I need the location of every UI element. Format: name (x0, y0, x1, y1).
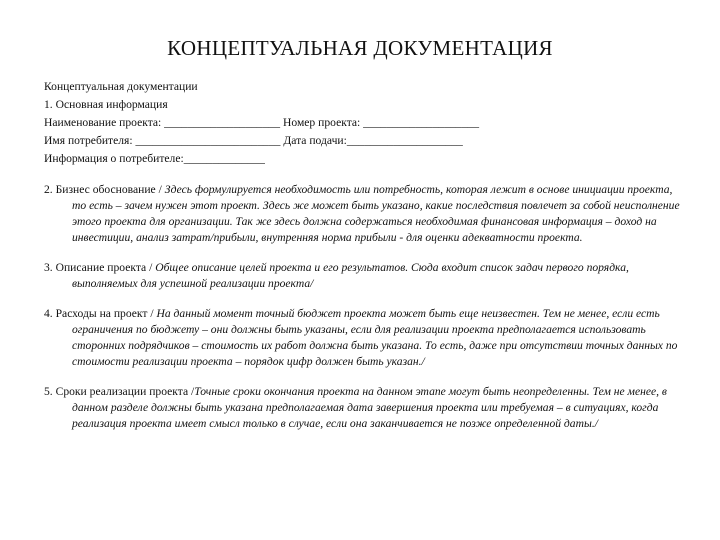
section-project-costs-text (44, 306, 684, 370)
section-project-description (44, 260, 684, 292)
page-title: КОНЦЕПТУАЛЬНАЯ ДОКУМЕНТАЦИЯ (167, 36, 553, 60)
section-business-case-text (44, 182, 684, 246)
doc-heading: Концептуальная документации (44, 80, 198, 93)
section-project-costs (44, 306, 684, 370)
document-body (44, 78, 684, 432)
section-project-timeline-text (44, 384, 684, 432)
section-project-timeline (44, 384, 684, 432)
section-project-timeline-heading: 5. Сроки реализации проекта / (44, 385, 195, 398)
section-project-description-description: Общее описание целей проекта и его результатов. Сюда входит список задач первого порядка, выполняемых для успешной реализации проекта/ (72, 261, 629, 290)
section-project-timeline-description: Точные сроки окончания проекта на данном этапе могут быть неопределенны. Тем не менее, в данном разделе должны быть указана предполагаемая дата завершения проекта или требуемая – в ситуациях, когда реализация проекта имеет смысл только в случае, если она заканчивается не позже определенной даты./ (72, 385, 667, 430)
section-project-description-text (44, 260, 684, 292)
section-business-case (44, 182, 684, 246)
consumer-name-date-line: Имя потребителя: _________________________ Дата подачи:____________________ (44, 134, 463, 147)
section-business-case-description: Здесь формулируется необходимость или потребность, которая лежит в основе инициации проекта, то есть – зачем нужен этот проект. Здесь же может быть указано, какие последствия повлечет за собой неисполнение этого проекта для организации. Так же здесь должна содержаться необходимая финансовая информация – доход на инвестиции, анализ затрат/прибыли, внутренняя норма прибыли - для оценки адекватности проекта. (72, 183, 680, 244)
project-name-number-line: Наименование проекта: ____________________ Номер проекта: ____________________ (44, 116, 480, 129)
section-project-costs-description: На данный момент точный бюджет проекта может быть еще неизвестен. Тем не менее, если есть ограничения по бюджету – они должны быть указаны, если для реализации проекта предполагается использовать сторонних подрядчиков – стоимость их работ должна быть указана. То есть, даже при отсутствии точных данных по стоимости реализации проекта – порядок цифр должен быть указан./ (72, 307, 678, 368)
section-project-costs-heading: 4. Расходы на проект / (44, 307, 157, 320)
section-business-case-heading: 2. Бизнес обоснование / (44, 183, 165, 196)
consumer-info-line: Информация о потребителе:______________ (44, 152, 265, 165)
section-1-heading: 1. Основная информация (44, 98, 168, 111)
section-project-description-heading: 3. Описание проекта / (44, 261, 156, 274)
